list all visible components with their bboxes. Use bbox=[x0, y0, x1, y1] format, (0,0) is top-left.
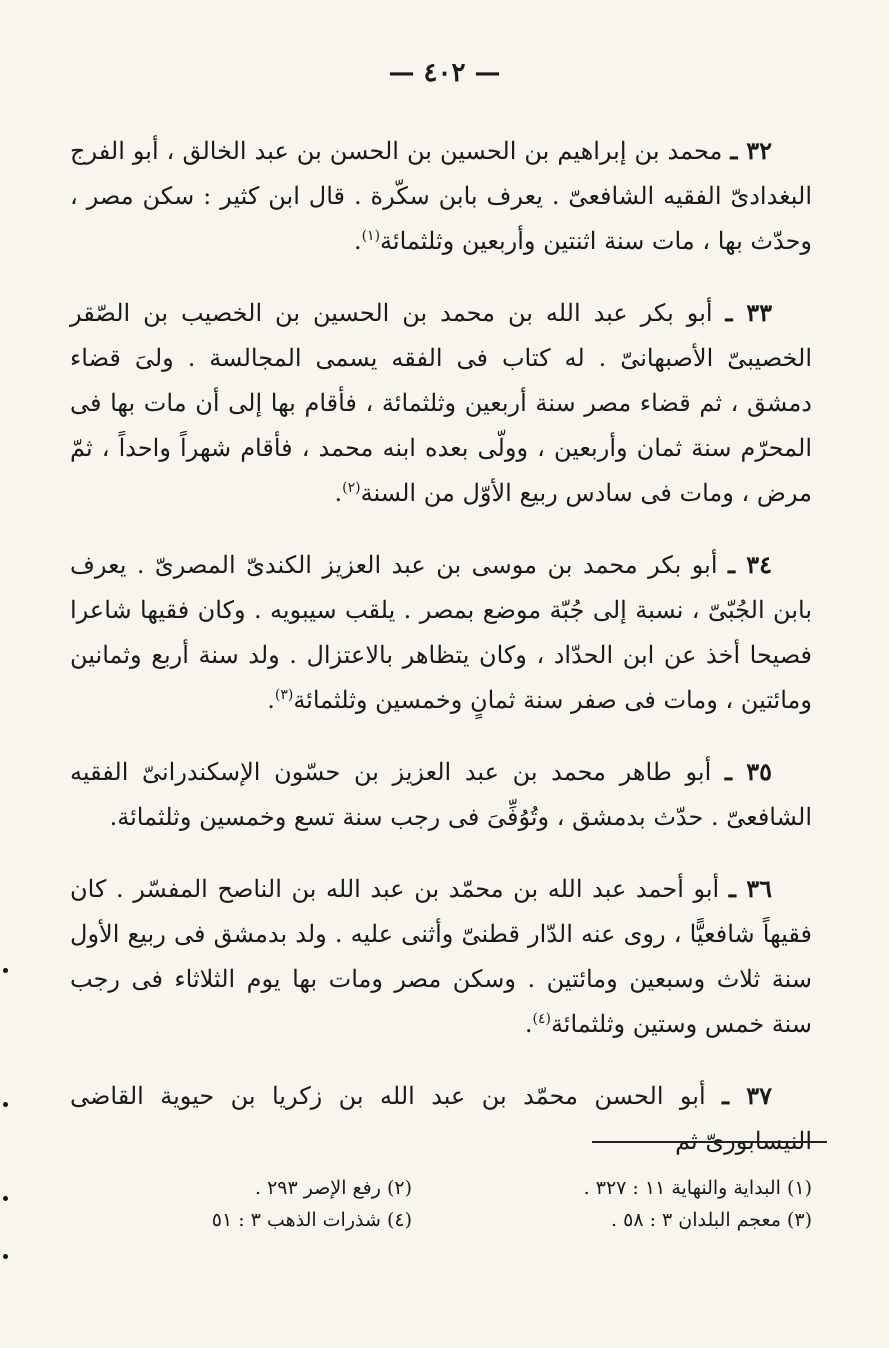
entry-37 bbox=[70, 1073, 812, 1164]
footnote-divider bbox=[592, 1141, 827, 1143]
footnote-ref: (١) bbox=[361, 228, 381, 244]
entry-number: ٣٤ ـ bbox=[728, 550, 772, 579]
footnotes-left-column bbox=[72, 1172, 412, 1236]
footnote-1: (١) البداية والنهاية ١١ : ٣٢٧ . bbox=[583, 1177, 812, 1199]
entry-text: أبو الحسن محمّد بن عبد الله بن زكريا بن حيوية القاضى النيسابورىّ ثم bbox=[70, 1082, 812, 1155]
scan-speck bbox=[3, 968, 8, 973]
entry-33: ٣٣ ـ أبو بكر عبد الله بن محمد بن الحسين بن الخصيب بن الصّقر الخصيبىّ الأصبهانىّ . له كتاب فى الفقه يسمى المجالسة . ولىَ قضاء دمشق ، ثم قضاء مصر سنة أربعين وثلثمائة ، فأقام بها إلى أن مات بها فى المحرّم سنة ثمان وأربعين ، وولّى بعده ابنه محمد ، فأقام شهراً واحداً ، ثمّ مرض ، ومات فى سادس ربيع الأوّل من السنة$^{(٢)}$. bbox=[70, 298, 812, 507]
footnote-2: (٢) رفع الإصر ٢٩٣ . bbox=[255, 1177, 412, 1199]
entry-text: أبو أحمد عبد الله بن محمّد بن عبد الله بن الناصح المفسّر . كان فقيهاً شافعيًّا ، روى عنه الدّار قطنىّ وأثنى عليه . ولد بدمشق فى ربيع الأول سنة ثلاث وسبعين ومائتين . وسكن مصر ومات بها يوم الثلاثاء فى رجب سنة خمس وستين وثلثمائة bbox=[70, 875, 812, 1038]
entry-text: أبو بكر عبد الله بن محمد بن الحسين بن الخصيب بن الصّقر الخصيبىّ الأصبهانىّ . له كتاب فى الفقه يسمى المجالسة . ولىَ قضاء دمشق ، ثم قضاء مصر سنة أربعين وثلثمائة ، فأقام بها إلى أن مات بها فى المحرّم سنة ثمان وأربعين ، وولّى بعده ابنه محمد ، فأقام شهراً واحداً ، ثمّ مرض ، ومات فى سادس ربيع الأوّل من السنة bbox=[70, 299, 812, 507]
body-text bbox=[70, 128, 812, 1190]
entry-text: محمد بن إبراهيم بن الحسين بن الحسن بن عبد الخالق ، أبو الفرج البغدادىّ الفقيه الشافعىّ . يعرف بابن سكّرة . قال ابن كثير : سكن مصر ، وحدّث بها ، مات سنة اثنتين وأربعين وثلثمائة bbox=[70, 137, 812, 255]
entry-text: أبو بكر محمد بن موسى بن عبد العزيز الكندىّ المصرىّ . يعرف بابن الجُبّىّ ، نسبة إلى جُبّة موضع بمصر . يلقب سيبويه . وكان فقيها شاعرا فصيحا أخذ عن ابن الحدّاد ، وكان يتظاهر بالاعتزال . ولد سنة أربع وثمانين ومائتين ، ومات فى صفر سنة ثمانٍ وخمسين وثلثمائة bbox=[70, 551, 812, 714]
footnote-ref: (٢) bbox=[342, 480, 361, 496]
scan-speck bbox=[3, 1196, 8, 1201]
footnote-4: (٤) شذرات الذهب ٣ : ٥١ bbox=[211, 1209, 412, 1231]
scan-speck bbox=[3, 1102, 8, 1107]
footnote-ref: (٤) bbox=[532, 1011, 551, 1027]
page-number: — ٤٠٢ — bbox=[388, 58, 501, 88]
scan-speck bbox=[3, 1254, 8, 1259]
entry-number: ٣٥ ـ bbox=[724, 757, 772, 786]
entry-36: ٣٦ ـ أبو أحمد عبد الله بن محمّد بن عبد الله بن الناصح المفسّر . كان فقيهاً شافعيًّا ، روى عنه الدّار قطنىّ وأثنى عليه . ولد بدمشق فى ربيع الأول سنة ثلاث وسبعين ومائتين . وسكن مصر ومات بها يوم الثلاثاء فى رجب سنة خمس وستين وثلثمائة$^{(٤)}$. bbox=[70, 874, 812, 1038]
entry-35 bbox=[70, 749, 812, 840]
entry-number: ٣٣ ـ bbox=[725, 298, 772, 327]
footnotes-right-column bbox=[472, 1172, 812, 1236]
footnote-ref: (٣) bbox=[274, 687, 294, 703]
entry-text: أبو طاهر محمد بن عبد العزيز بن حسّون الإسكندرانىّ الفقيه الشافعىّ . حدّث بدمشق ، وتُوُفِّىَ فى رجب سنة تسع وخمسين وثلثمائة. bbox=[70, 758, 812, 831]
footnote-3: (٣) معجم البلدان ٣ : ٥٨ . bbox=[611, 1209, 812, 1231]
entry-number: ٣٢ ـ bbox=[730, 136, 772, 165]
entry-number: ٣٦ ـ bbox=[728, 874, 772, 903]
entry-number: ٣٧ ـ bbox=[722, 1081, 772, 1110]
entry-34: ٣٤ ـ أبو بكر محمد بن موسى بن عبد العزيز الكندىّ المصرىّ . يعرف بابن الجُبّىّ ، نسبة إلى جُبّة موضع بمصر . يلقب سيبويه . وكان فقيها شاعرا فصيحا أخذ عن ابن الحدّاد ، وكان يتظاهر بالاعتزال . ولد سنة أربع وثمانين ومائتين ، ومات فى صفر سنة ثمانٍ وخمسين وثلثمائة$^{(٣)}$. bbox=[70, 550, 812, 714]
entry-32: ٣٢ ـ محمد بن إبراهيم بن الحسين بن الحسن بن عبد الخالق ، أبو الفرج البغدادىّ الفقيه الشافعىّ . يعرف بابن سكّرة . قال ابن كثير : سكن مصر ، وحدّث بها ، مات سنة اثنتين وأربعين وثلثمائة$^{(١)}$. bbox=[70, 136, 812, 255]
